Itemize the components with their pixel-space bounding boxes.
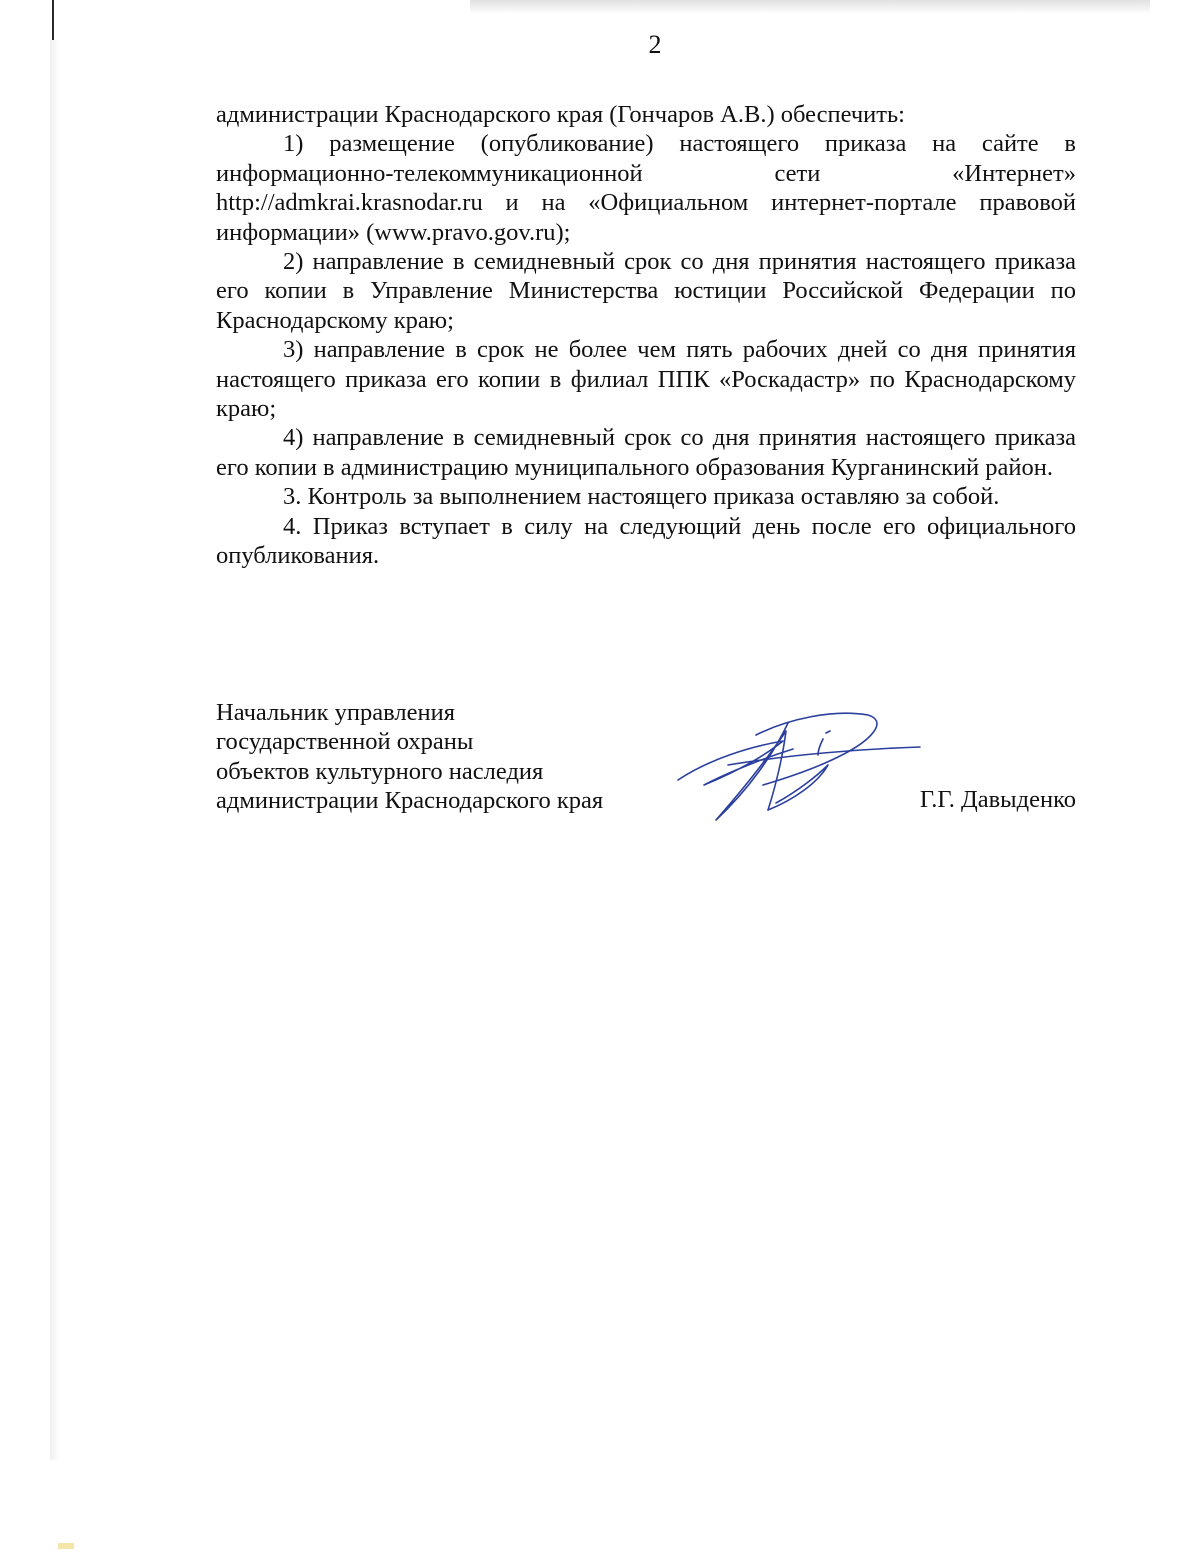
document-body xyxy=(216,100,1076,571)
paragraph: 1) размещение (опубликование) настоящего приказа на сайте в информационно-телекоммуникационной сети «Интернет» http://admkrai.krasnodar.ru и на «Официальном интернет-портале правовой информации» (www.pravo.gov.ru); xyxy=(216,130,1076,246)
paragraph: 4) направление в семидневный срок со дня принятия настоящего приказа его копии в администрацию муниципального образования Курганинский район. xyxy=(216,424,1076,481)
position-line: Начальник управления xyxy=(216,699,455,726)
position-line: государственной охраны xyxy=(216,728,474,756)
page-number: 2 xyxy=(648,30,662,59)
paragraph: 2) направление в семидневный срок со дня принятия настоящего приказа его копии в Управление Министерства юстиции Российской Федерации по Краснодарскому краю; xyxy=(216,248,1076,334)
position-line: администрации Краснодарского края xyxy=(216,787,604,815)
scan-edge-mark xyxy=(52,0,54,40)
scan-smudge xyxy=(470,0,1150,14)
paragraph: 3) направление в срок не более чем пять рабочих дней со дня принятия настоящего приказа его копии в филиал ППК «Роскадастр» по Краснодарскому краю; xyxy=(216,336,1076,423)
signer-name: Г.Г. Давыденко xyxy=(919,786,1076,813)
paragraph: 4. Приказ вступает в силу на следующий день после его официального опубликования. xyxy=(216,512,1076,570)
paragraph: администрации Краснодарского края (Гончаров А.В.) обеспечить: xyxy=(216,101,905,128)
scan-speck xyxy=(58,1543,74,1549)
scan-shade xyxy=(50,40,60,1460)
position-line: объектов культурного наследия xyxy=(216,757,544,785)
paragraph: 3. Контроль за выполнением настоящего приказа оставляю за собой. xyxy=(283,483,1000,511)
